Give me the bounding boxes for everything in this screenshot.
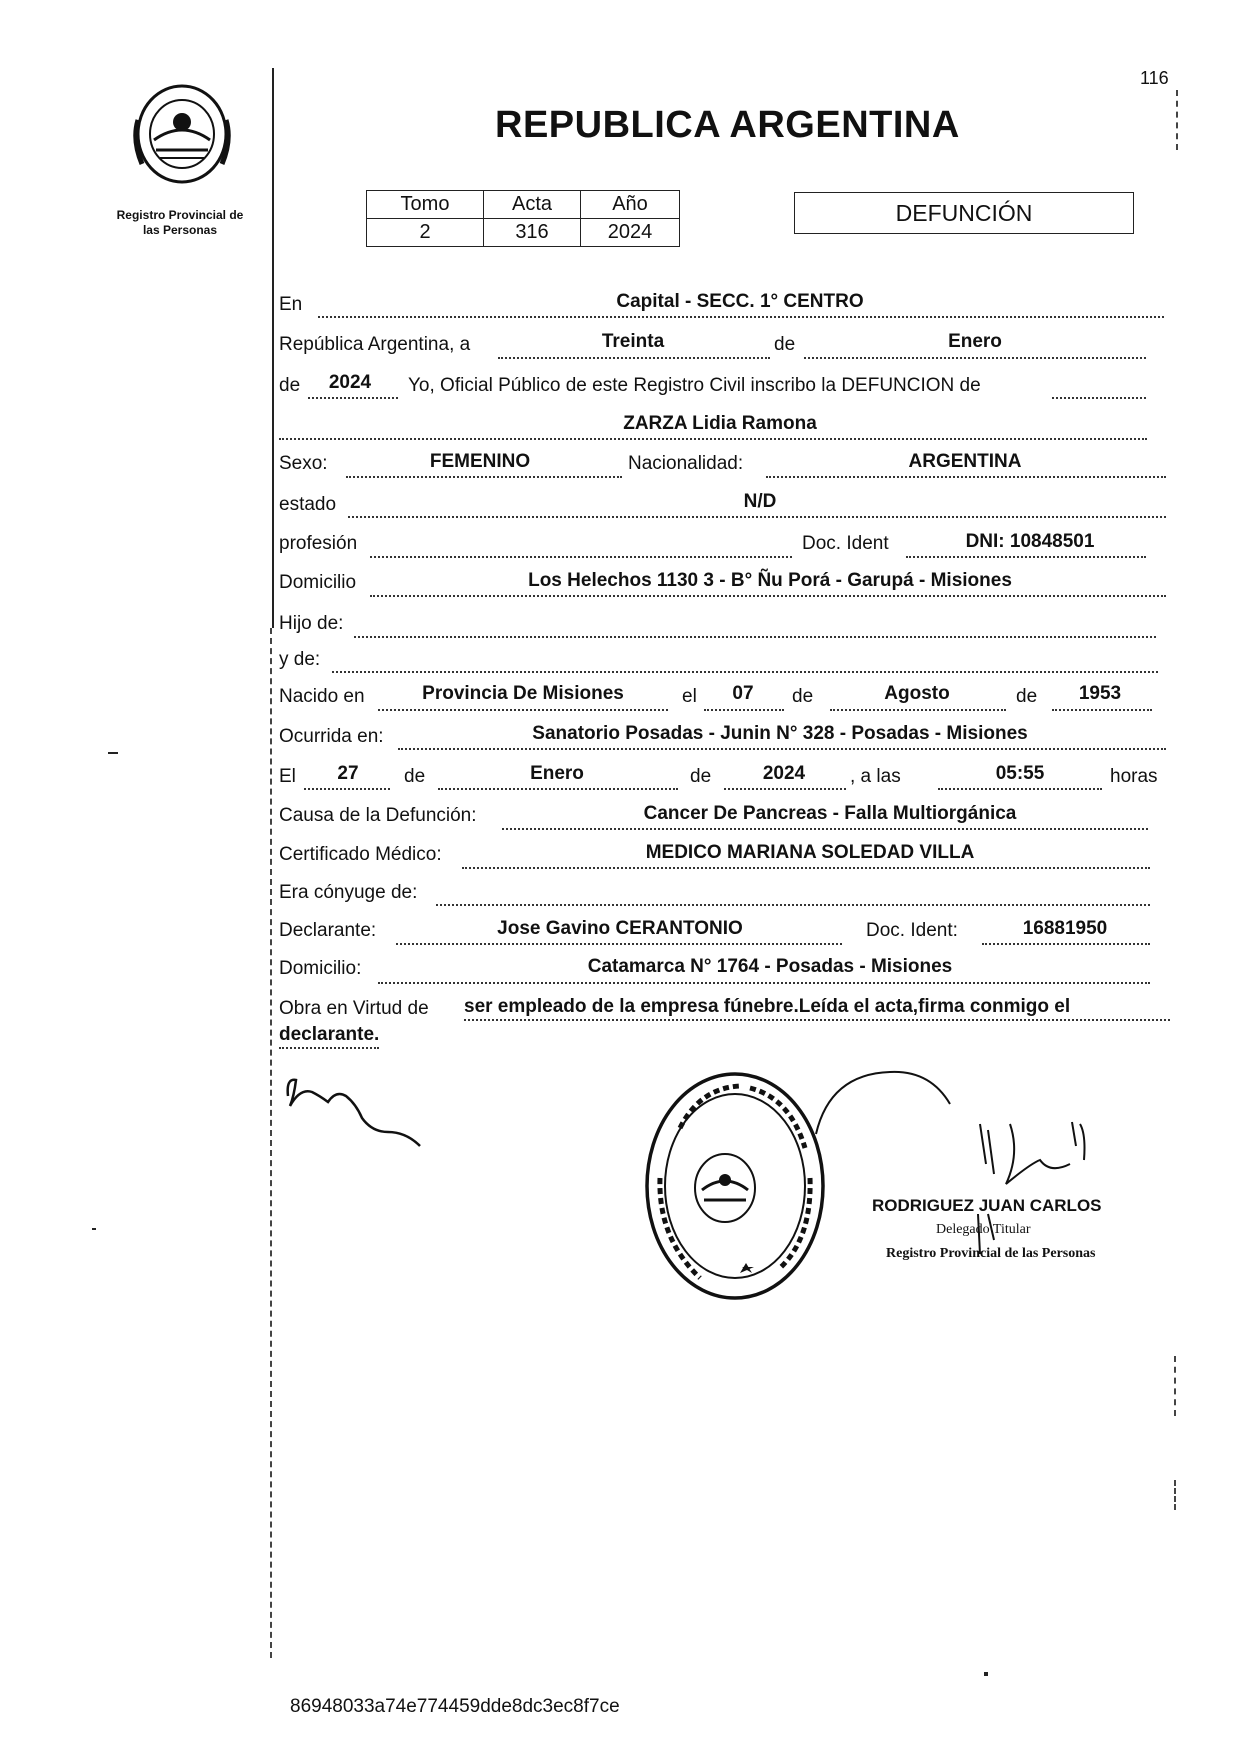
line-nacido-lugar bbox=[378, 709, 668, 711]
value-nacionalidad: ARGENTINA bbox=[908, 451, 1022, 472]
value-nombre: ZARZA Lidia Ramona bbox=[623, 413, 817, 434]
value-domicilio: Los Helechos 1130 3 - B° Ñu Porá - Garupá - Misiones bbox=[528, 570, 1012, 591]
label-hijo-de: Hijo de: bbox=[279, 613, 344, 634]
label-sexo: Sexo: bbox=[279, 453, 328, 474]
line-sexo bbox=[346, 476, 622, 478]
value-sexo: FEMENINO bbox=[429, 451, 531, 472]
registry-name-line2: las Personas bbox=[142, 223, 218, 237]
label-en: En bbox=[279, 294, 303, 315]
right-margin-marks bbox=[1174, 1480, 1176, 1510]
scan-mark bbox=[108, 752, 118, 754]
line-nombre bbox=[279, 438, 1147, 440]
label-de-1: de bbox=[774, 334, 796, 355]
document-title: REPUBLICA ARGENTINA bbox=[495, 104, 960, 146]
value-mes-def: Enero bbox=[530, 763, 584, 784]
right-margin-marks bbox=[1174, 1356, 1176, 1416]
record-type-box bbox=[794, 192, 1134, 234]
value-nacido-dia: 07 bbox=[732, 683, 754, 704]
line-certificado bbox=[462, 867, 1150, 869]
line-declarante-domicilio bbox=[378, 982, 1150, 984]
anio-label: Año bbox=[581, 191, 680, 219]
line-mes bbox=[804, 357, 1146, 359]
line-anio-def bbox=[724, 788, 846, 790]
label-declarante: Declarante: bbox=[279, 920, 377, 941]
value-hora: 05:55 bbox=[995, 763, 1045, 784]
document-hash: 86948033a74e774459dde8dc3ec8f7ce bbox=[290, 1696, 620, 1717]
value-declarante-doc: 16881950 bbox=[1022, 918, 1108, 939]
officer-title: Delegado Titular bbox=[936, 1222, 1031, 1237]
scan-mark bbox=[92, 1228, 96, 1230]
tomo-label: Tomo bbox=[367, 191, 484, 219]
value-anio: 2024 bbox=[328, 372, 372, 393]
line-nacido-dia bbox=[704, 709, 784, 711]
label-obra: Obra en Virtud de bbox=[279, 998, 429, 1019]
value-declarante-domicilio: Catamarca N° 1764 - Posadas - Misiones bbox=[587, 956, 953, 977]
label-de-2: de bbox=[279, 375, 301, 396]
label-de-4: de bbox=[1016, 686, 1038, 707]
value-causa: Cancer De Pancreas - Falla Multiorgánica bbox=[643, 803, 1017, 824]
label-republica: República Argentina, a bbox=[279, 334, 471, 355]
line-conyuge bbox=[436, 904, 1150, 906]
officer-org: Registro Provincial de las Personas bbox=[886, 1246, 1096, 1261]
registry-name-line1: Registro Provincial de bbox=[116, 208, 244, 222]
line-dni bbox=[906, 556, 1146, 558]
acta-value: 316 bbox=[484, 219, 581, 247]
label-el: el bbox=[682, 686, 697, 707]
label-conyuge: Era cónyuge de: bbox=[279, 882, 418, 903]
acta-label: Acta bbox=[484, 191, 581, 219]
declarant-signature bbox=[280, 1066, 440, 1156]
value-nacido-mes: Agosto bbox=[884, 683, 950, 704]
value-estado: N/D bbox=[743, 491, 777, 512]
record-type: DEFUNCIÓN bbox=[895, 200, 1033, 226]
line-declarante-doc bbox=[982, 943, 1150, 945]
officer-name: RODRIGUEZ JUAN CARLOS bbox=[872, 1196, 1102, 1215]
line-profesion bbox=[370, 556, 792, 558]
value-mes: Enero bbox=[948, 331, 1002, 352]
label-certificado: Certificado Médico: bbox=[279, 844, 442, 865]
line-causa bbox=[502, 828, 1148, 830]
line-nacido-anio bbox=[1052, 709, 1152, 711]
value-nacido-anio: 1953 bbox=[1078, 683, 1122, 704]
label-estado: estado bbox=[279, 494, 337, 515]
line-anio bbox=[308, 397, 398, 399]
label-doc-ident-2: Doc. Ident: bbox=[866, 920, 958, 941]
label-nacido-en: Nacido en bbox=[279, 686, 365, 707]
value-lugar: Capital - SECC. 1° CENTRO bbox=[616, 291, 864, 312]
line-y-de bbox=[332, 671, 1158, 673]
value-declarante: Jose Gavino CERANTONIO bbox=[497, 918, 743, 939]
value-dia: Treinta bbox=[601, 331, 665, 352]
label-ocurrida-en: Ocurrida en: bbox=[279, 726, 384, 747]
margin-line-lower bbox=[270, 628, 272, 1658]
label-doc-ident: Doc. Ident bbox=[802, 533, 889, 554]
page-number: 116 bbox=[1140, 68, 1169, 88]
anio-value: 2024 bbox=[581, 219, 680, 247]
line-dia bbox=[498, 357, 770, 359]
label-inscribo: Yo, Oficial Público de este Registro Civil inscribo la DEFUNCION de bbox=[408, 375, 981, 396]
value-certificado: MEDICO MARIANA SOLEDAD VILLA bbox=[645, 842, 975, 863]
label-nacionalidad: Nacionalidad: bbox=[628, 453, 744, 474]
label-de-6: de bbox=[690, 766, 712, 787]
line-nacionalidad bbox=[766, 476, 1166, 478]
line-mes-def bbox=[438, 788, 678, 790]
line-dia-def bbox=[304, 788, 390, 790]
label-de-3: de bbox=[792, 686, 814, 707]
line-after-inscribo bbox=[1052, 397, 1146, 399]
line-en bbox=[318, 316, 1164, 318]
value-nacido-lugar: Provincia De Misiones bbox=[422, 683, 624, 704]
official-seal bbox=[640, 1068, 830, 1304]
value-dia-def: 27 bbox=[337, 763, 359, 784]
line-nacido-mes bbox=[830, 709, 1006, 711]
line-domicilio bbox=[370, 595, 1166, 597]
label-a-las: , a las bbox=[850, 766, 901, 787]
label-domicilio: Domicilio bbox=[279, 572, 357, 593]
label-profesion: profesión bbox=[279, 533, 358, 554]
value-dni: DNI: 10848501 bbox=[965, 531, 1095, 552]
value-obra-1: ser empleado de la empresa fúnebre.Leída el acta,firma conmigo el bbox=[464, 996, 1170, 1021]
label-y-de: y de: bbox=[279, 649, 321, 670]
registry-name bbox=[100, 208, 260, 238]
line-estado bbox=[348, 516, 1166, 518]
line-hora bbox=[938, 788, 1102, 790]
value-obra-2: declarante. bbox=[279, 1024, 379, 1049]
right-margin-marks bbox=[1176, 90, 1178, 150]
line-ocurrida bbox=[398, 748, 1166, 750]
value-ocurrida: Sanatorio Posadas - Junin N° 328 - Posadas - Misiones bbox=[532, 723, 1028, 744]
line-declarante bbox=[396, 943, 842, 945]
province-logo bbox=[130, 80, 234, 188]
label-domicilio-2: Domicilio: bbox=[279, 958, 362, 979]
record-table bbox=[366, 190, 680, 247]
label-causa: Causa de la Defunción: bbox=[279, 805, 477, 826]
margin-line bbox=[272, 68, 274, 628]
value-anio-def: 2024 bbox=[762, 763, 806, 784]
tomo-value: 2 bbox=[367, 219, 484, 247]
line-hijo-de bbox=[354, 636, 1156, 638]
scan-mark bbox=[984, 1672, 988, 1676]
label-el-cap: El bbox=[279, 766, 296, 787]
label-de-5: de bbox=[404, 766, 426, 787]
label-horas: horas bbox=[1110, 766, 1158, 787]
